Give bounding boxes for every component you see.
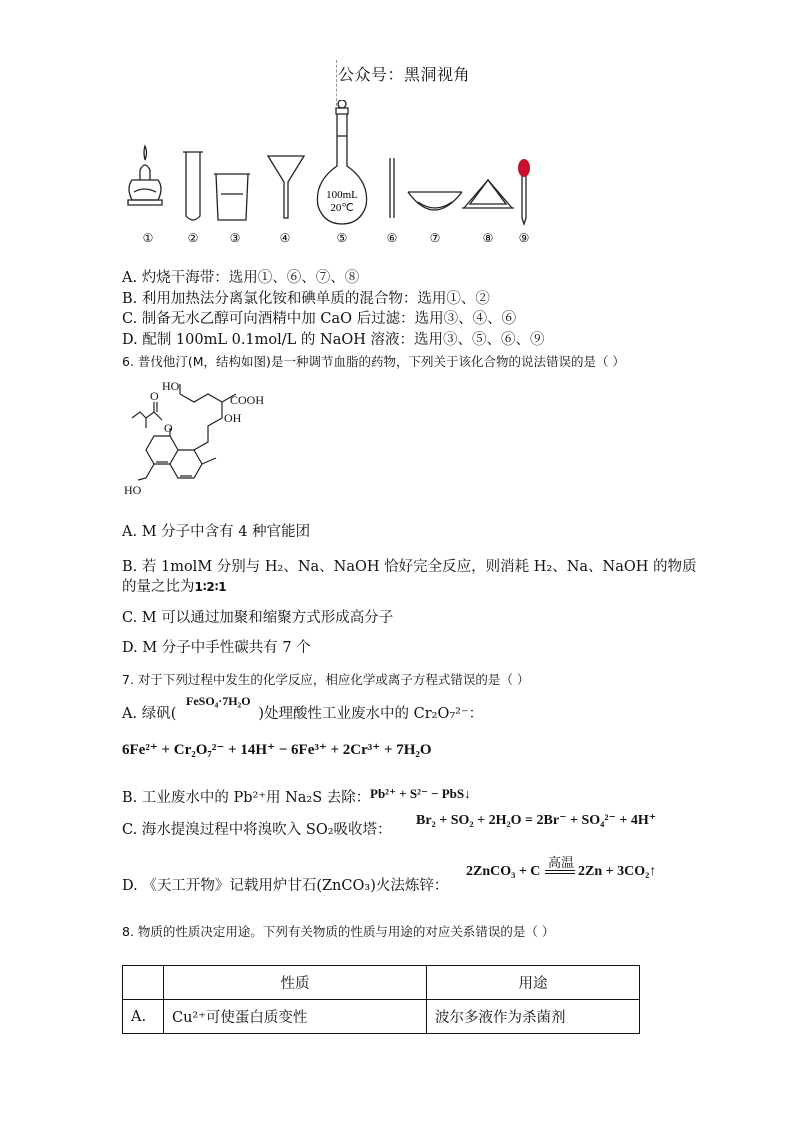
dropper-bulb bbox=[518, 159, 530, 177]
label-o-ester: O bbox=[164, 421, 173, 435]
q7-c-equation: Br₂ + SO₂ + 2H₂O = 2Br⁻ + SO₄²⁻ + 4H⁺ bbox=[416, 813, 657, 828]
table-header-cell: 性质 bbox=[164, 966, 427, 1000]
label-o-carbonyl: O bbox=[150, 389, 159, 403]
q6-option-b-line1: B. 若 1molM 分别与 H₂、Na、NaOH 恰好完全反应，则消耗 H₂、Na、NaOH 的物质 bbox=[122, 559, 697, 575]
q7-d-equals-bar bbox=[545, 870, 575, 874]
evaporating-dish-icon bbox=[408, 192, 462, 210]
dropper-icon bbox=[522, 172, 526, 224]
q5-option-d: D. 配制 100mL 0.1mol/L 的 NaOH 溶液：选用③、⑤、⑥、⑨ bbox=[122, 332, 545, 348]
q7-option-d-text: D. 《天工开物》记载用炉甘石(ZnCO₃)火法炼锌： bbox=[122, 878, 449, 894]
q6-option-b-ratio: 1∶2∶1 bbox=[194, 580, 227, 594]
table-row bbox=[123, 1000, 640, 1034]
table-header-row bbox=[123, 966, 640, 1000]
watermark-text: 公众号：黑洞视角 bbox=[338, 65, 471, 84]
label-cooh: COOH bbox=[230, 393, 265, 407]
q7-a-equation: 6Fe²⁺ + Cr₂O₇²⁻ + 14H⁺ − 6Fe³⁺ + 2Cr³⁺ + 7H₂O bbox=[122, 742, 432, 758]
q6-option-b-ratio-text: 的量之比为 bbox=[122, 579, 195, 595]
q7-option-b-text: B. 工业废水中的 Pb²⁺用 Na₂S 去除： bbox=[122, 790, 371, 806]
q7-d-eq-left: 2ZnCO₃ + C bbox=[466, 864, 541, 879]
apparatus-label-3: ③ bbox=[229, 231, 241, 245]
q7-a-prefix: A. 绿矾( bbox=[122, 706, 177, 722]
apparatus-label-6: ⑥ bbox=[386, 231, 398, 245]
q5-option-a: A. 灼烧干海带：选用①、⑥、⑦、⑧ bbox=[122, 270, 360, 286]
q7-stem: 7. 对于下列过程中发生的化学反应，相应化学或离子方程式错误的是（ ） bbox=[122, 672, 530, 687]
pravastatin-structure bbox=[118, 372, 278, 502]
beaker-icon bbox=[214, 174, 250, 220]
q7-option-a bbox=[122, 704, 483, 724]
label-ho-bottom: HO bbox=[124, 483, 142, 497]
q8-stem: 8. 物质的性质决定用途。下列有关物质的性质与用途的对应关系错误的是（ ） bbox=[122, 924, 555, 939]
apparatus-label-5: ⑤ bbox=[336, 231, 348, 245]
table-cell: A. bbox=[123, 1000, 164, 1034]
table-cell: 波尔多液作为杀菌剂 bbox=[427, 1000, 640, 1034]
apparatus-label-1: ① bbox=[142, 231, 154, 245]
q6-stem: 6. 普伐他汀(M，结构如图)是一种调节血脂的药物，下列关于该化合物的说法错误的是（ ） bbox=[122, 354, 625, 369]
apparatus-label-4: ④ bbox=[279, 231, 291, 245]
label-oh: OH bbox=[224, 411, 242, 425]
q7-d-condition: 高温 bbox=[548, 856, 575, 871]
q7-b-equation: Pb²⁺ + S²⁻ − PbS↓ bbox=[370, 786, 471, 801]
q7-d-eq-right: 2Zn + 3CO₂↑ bbox=[578, 864, 657, 879]
apparatus-label-8: ⑧ bbox=[482, 231, 494, 245]
table-header-cell bbox=[123, 966, 164, 1000]
q5-option-c: C. 制备无水乙醇可向酒精中加 CaO 后过滤：选用③、④、⑥ bbox=[122, 311, 517, 327]
q7-a-suffix: )处理酸性工业废水中的 Cr₂O₇²⁻： bbox=[258, 706, 484, 722]
apparatus-label-9: ⑨ bbox=[518, 231, 530, 245]
label-ho-top: HO bbox=[162, 379, 180, 393]
q6-option-a: A. M 分子中含有 4 种官能团 bbox=[122, 524, 311, 540]
q8-table bbox=[122, 965, 640, 1034]
apparatus-label-7: ⑦ bbox=[429, 231, 441, 245]
test-tube-icon bbox=[183, 152, 203, 220]
flask-label-temp: 20℃ bbox=[330, 202, 354, 214]
glass-rod-icon bbox=[390, 158, 394, 218]
q7-option-c-text: C. 海水提溴过程中将溴吹入 SO₂吸收塔： bbox=[122, 822, 392, 838]
clay-triangle-icon bbox=[462, 180, 514, 208]
table-cell: Cu²⁺可使蛋白质变性 bbox=[164, 1000, 427, 1034]
q6-option-c: C. M 可以通过加聚和缩聚方式形成高分子 bbox=[122, 610, 394, 626]
q6-option-b-line2 bbox=[122, 577, 227, 597]
q5-option-b: B. 利用加热法分离氯化铵和碘单质的混合物：选用①、② bbox=[122, 291, 490, 307]
funnel-icon bbox=[268, 156, 304, 218]
q6-option-d: D. M 分子中手性碳共有 7 个 bbox=[122, 640, 311, 656]
table-header-cell: 用途 bbox=[427, 966, 640, 1000]
lab-apparatus-figure bbox=[118, 100, 548, 248]
flask-label-volume: 100mL bbox=[326, 189, 358, 201]
apparatus-label-2: ② bbox=[187, 231, 199, 245]
alcohol-lamp-icon bbox=[128, 146, 162, 205]
q7-a-formula: FeSO₄·7H₂O bbox=[186, 694, 251, 708]
